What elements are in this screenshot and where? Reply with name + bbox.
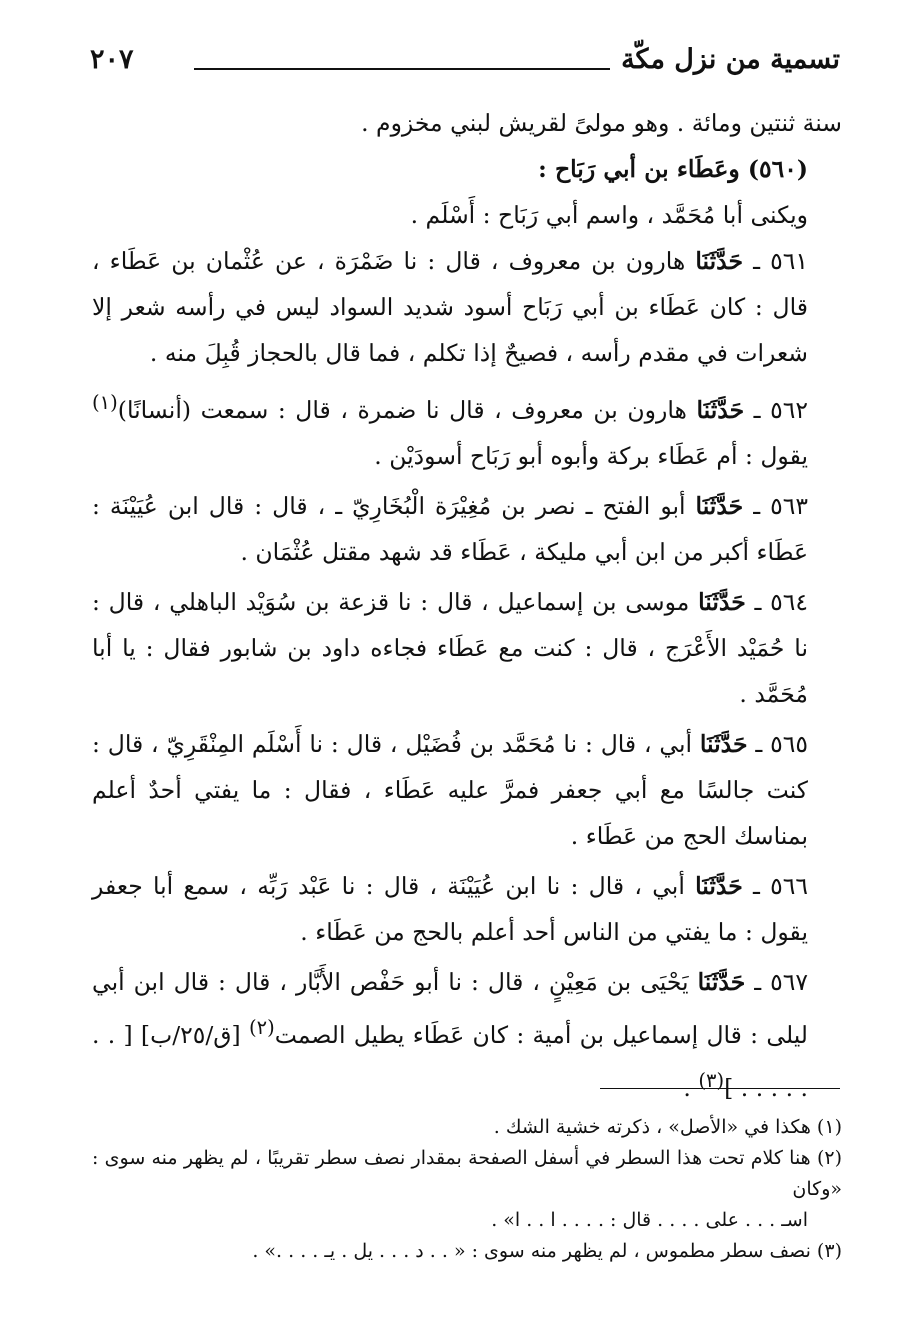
report-keyword: حَدَّثَنَا [696,395,745,424]
report-number: ٥٦١ ـ [753,247,808,275]
report-number: ٥٦٧ ـ [754,967,808,996]
report-562 [92,380,842,479]
report-text: يَحْيَى بن مَعِيْنٍ ، قال : نا أبو حَفْص الأَبَّار ، قال : قال ابن أبي ليلى : قال إسماعيل بن أمية : كان عَطَاء يطيل الصمت [92,967,808,1049]
report-text: أبي ، قال : نا ابن عُيَيْنَة ، قال : نا عَبْد رَبِّه ، سمع أبا جعفر يقول : ما يفتي من الناس أحد أعلم بالحج من عَطَاء . [92,871,808,946]
report-564 [92,579,842,717]
footnote-1: (١) هكذا في «الأصل» ، ذكرته خشية الشك . [493,1116,842,1138]
footnote-3: (٣) نصف سطر مطموس ، لم يظهر منه سوى : « . . د . . . يل . يـ . . . .» . [252,1240,842,1262]
report-text: . [683,1073,691,1102]
report-number: ٥٦٥ ـ [755,729,808,758]
report-text: أبي ، قال : نا مُحَمَّد بن فُضَيْل ، قال : نا أَسْلَم المِنْقَرِيّ ، قال : كنت جالسًا مع أبي جعفر فمرَّ عليه عَطَاء ، فقال : ما يفتي أحدٌ أعلم بمناسك الحج من عَطَاء . [92,729,808,850]
report-keyword: حَدَّثَنَا [697,967,746,996]
footnote-ref: (١) [92,391,118,414]
footnote-2-continuation: اسـ . . . على . . . . قال : . . . . ا . . ا» . [491,1209,808,1231]
report-text: [ق/٢٥/ب] [ . . . . . . . ] [92,1020,808,1102]
footnote-separator [600,1088,840,1089]
report-561 [92,238,842,376]
page-body [92,100,842,1110]
report-keyword: حَدَّثَنَا [695,247,744,275]
footnote-ref: (٢) [248,1015,275,1039]
report-text: موسى بن إسماعيل ، قال : نا قزعة بن سُوَيْد الباهلي ، قال : نا حُمَيْد الأَعْرَج ، قال : كنت مع عَطَاء فجاءه داود بن شابور فقال : يا أبا مُحَمَّد . [92,587,808,708]
report-keyword: حَدَّثَنَا [695,871,743,900]
report-number: ٥٦٣ ـ [753,491,808,520]
continuation-line: سنة ثنتين ومائة . وهو مولىً لقريش لبني مخزوم . [361,109,842,137]
report-565 [92,721,842,859]
report-number: ٥٦٤ ـ [754,587,808,616]
entry-note-560: ويكنى أبا مُحَمَّد ، واسم أبي رَبَاح : أَسْلَم . [410,201,808,229]
report-text: هارون بن معروف ، قال : نا ضَمْرَة ، عن عُثْمان بن عَطَاء ، قال : كان عَطَاء بن أبي رَبَاح أسود شديد السواد ليس في رأسه شعر إلا شعرات في مقدم رأسه ، فصيحٌ إذا تكلم ، فما قال بالحجاز قُبِلَ منه . [92,247,808,367]
report-563 [92,483,842,575]
header-rule [194,68,610,70]
report-text: يقول : أم عَطَاء بركة وأبوه أبو رَبَاح أسودَيْن . [374,441,808,470]
page-number: ٢٠٧ [90,44,134,75]
page-header [90,44,840,92]
report-number: ٥٦٢ ـ [753,395,808,424]
footnotes [92,1112,842,1267]
report-text: أبو الفتح ـ نصر بن مُغِيْرَة الْبُخَارِيّ ـ ، قال : قال ابن عُيَيْنَة : عَطَاء أكبر من ابن أبي مليكة ، عَطَاء قد شهد مقتل عُثْمَان . [92,491,808,566]
entry-heading-560: (٥٦٠) وعَطَاء بن أبي رَبَاح : [538,155,808,183]
footnote-ref: (٣) [698,1068,725,1092]
running-title: تسمية من نزل مكّة [621,44,840,75]
footnote-2: (٢) هنا كلام تحت هذا السطر في أسفل الصفحة بمقدار نصف سطر تقريبًا ، لم يظهر منه سوى : «وكان [92,1147,842,1200]
report-keyword: حَدَّثَنَا [695,491,744,520]
report-keyword: حَدَّثَنَا [698,587,746,616]
report-keyword: حَدَّثَنَا [699,729,748,758]
report-text: هارون بن معروف ، قال نا ضمرة ، قال : سمعت (أنسانًا) [117,395,687,424]
report-566 [92,863,842,955]
report-number: ٥٦٦ ـ [752,871,808,900]
